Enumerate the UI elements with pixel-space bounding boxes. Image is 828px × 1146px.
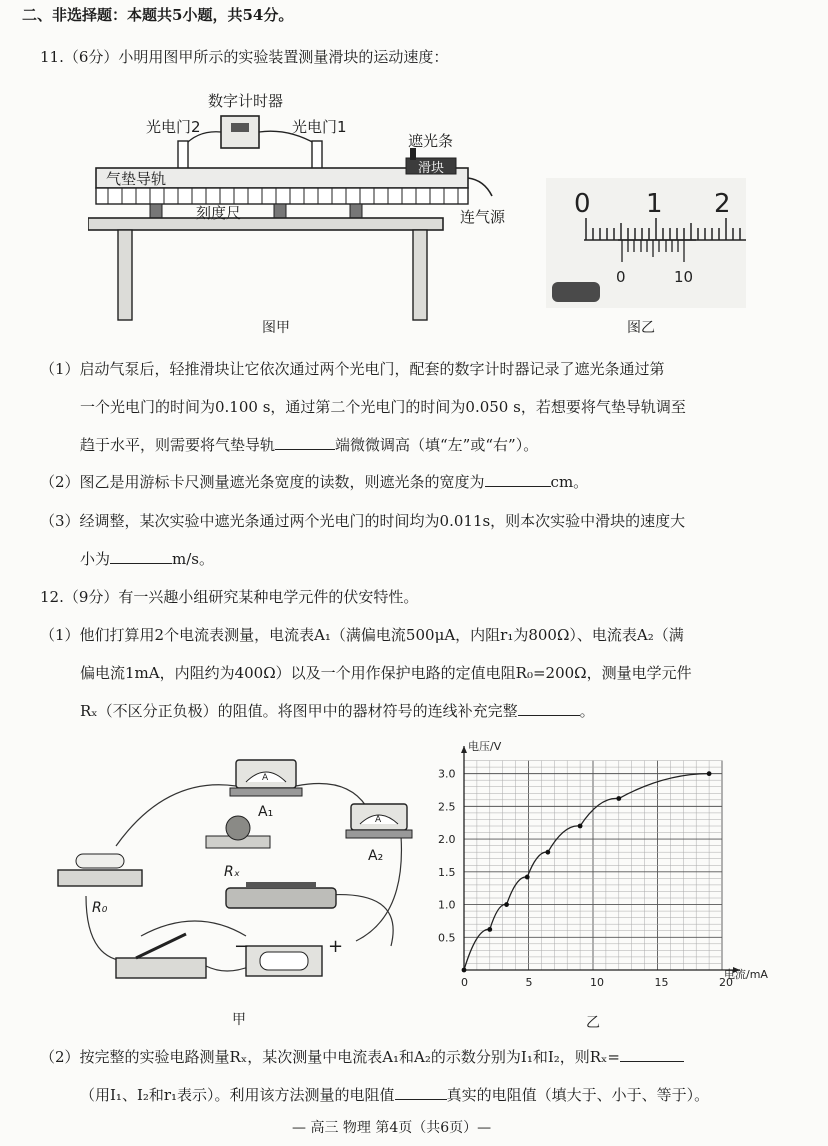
iv-characteristic-chart [432,738,792,998]
vernier-scale-10: 10 [674,268,694,286]
q12-p1-line3 [80,704,595,719]
data-point [545,850,550,855]
data-point [616,796,621,801]
label-gate2: 光电门2 [146,118,201,136]
label-air-source: 连气源 [460,208,506,226]
label-timer: 数字计时器 [208,92,284,110]
x-tick-label: 20 [719,976,733,989]
y-tick-label: 3.0 [438,767,456,781]
x-tick-label: 10 [590,976,604,989]
main-scale-1: 1 [646,189,663,219]
y-tick-label: 0.5 [438,931,456,945]
data-point [504,902,509,907]
label-r0: R₀ [92,900,108,916]
q11-p1-line3-post: 端微微调高（填“左”或“右”）。 [335,436,539,454]
q12-p2-compare-blank[interactable] [395,1099,447,1100]
q11-p1-line1: （1）启动气泵后，轻推滑块让它依次通过两个光电门，配套的数字计时器记录了遮光条通过第 [40,360,665,378]
main-scale-0: 0 [574,189,591,219]
data-point [462,968,467,973]
q12-stem: 12.（9分）有一兴趣小组研究某种电学元件的伏安特性。 [40,588,419,606]
q11-p2-pre: （2）图乙是用游标卡尺测量遮光条宽度的读数，则遮光条的宽度为 [40,473,485,491]
chart-y-axis-label: 电压/V [468,740,502,753]
ruler [96,188,468,204]
q12-p2-line2-pre: （用I₁、I₂和r₁表示）。利用该方法测量的电阻值 [80,1086,395,1104]
y-tick-label: 2.0 [438,833,456,847]
main-scale-2: 2 [714,189,731,219]
element-rx [206,816,270,848]
switch [116,934,206,978]
vernier-caliper-figure [546,178,746,308]
q12-p1-line2: 偏电流1mA，内阻约为400Ω）以及一个用作保护电路的定值电阻R₀=200Ω，测量电学元件 [80,664,692,682]
q11-p1-answer-blank[interactable] [275,449,335,450]
caption-fig-jia: 图甲 [262,320,290,336]
label-slider: 滑块 [418,161,445,176]
q11-p2 [40,475,588,490]
q11-p3-line1: （3）经调整，某次实验中遮光条通过两个光电门的时间均为0.011s，则本次实验中滑块的速度大 [40,512,686,530]
battery [246,946,322,976]
vernier-scale-0: 0 [616,268,626,286]
y-tick-label: 1.5 [438,865,456,879]
label-ruler: 刻度尺 [196,204,242,222]
q12-p1-answer-blank[interactable] [518,715,580,716]
label-track: 气垫导轨 [106,170,167,188]
q11-p3-answer-blank[interactable] [110,563,172,564]
label-minus: − [234,936,250,957]
q12-p2-line1 [40,1050,684,1065]
x-tick-label: 0 [461,976,468,989]
x-tick-label: 15 [654,976,669,989]
y-axis-arrow [461,746,467,753]
x-tick-label: 5 [525,976,533,989]
chart-grid [464,761,722,970]
caption-fig-yi: 图乙 [627,320,655,336]
ammeter-a2 [346,804,412,838]
q12-p2-line2-post: 真实的电阻值（填大于、小于、等于）。 [446,1086,710,1104]
label-shade: 遮光条 [408,132,454,150]
ammeter-a1-glyph: A [262,773,269,783]
q11-p3-line2-post: m/s。 [172,550,214,568]
q11-stem: 11.（6分）小明用图甲所示的实验装置测量滑块的运动速度： [40,48,449,66]
ammeter-a2-glyph: A [375,815,382,825]
q11-p2-answer-blank[interactable] [485,486,551,487]
label-a2: A₂ [368,848,384,864]
data-point [578,824,583,829]
ammeter-a1 [230,760,302,796]
data-point [525,875,530,880]
q11-p1-line3 [80,438,538,453]
q12-p2-line1-pre: （2）按完整的实验电路测量Rₓ，某次测量中电流表A₁和A₂的示数分别为I₁和I₂，则Rₓ= [40,1048,620,1066]
q12-p2-line2 [80,1088,709,1103]
photogate-1 [312,141,322,169]
q12-p1-line1: （1）他们打算用2个电流表测量，电流表A₁（满偏电流500μA，内阻r₁为800Ω）、电流表A₂（满 [40,626,684,644]
q11-p1-line3-pre: 趋于水平，则需要将气垫导轨 [80,436,276,454]
rheostat [226,882,336,908]
photogate-2 [178,141,188,169]
q11-p2-post: cm。 [550,473,589,491]
q11-p3-line2-pre: 小为 [80,550,111,568]
table-top [88,218,443,230]
resistor-r0 [58,854,142,886]
circuit-components-figure [46,736,426,1006]
label-rx: Rₓ [224,864,240,880]
y-tick-label: 2.5 [438,800,456,814]
caption-circuit-jia: 甲 [232,1012,246,1028]
q12-p1-line3-post: 。 [579,702,595,720]
q11-p1-line2: 一个光电门的时间为0.100 s，通过第二个光电门的时间为0.050 s，若想要将气垫导轨调至 [80,398,686,416]
q12-p1-line3-pre: Rₓ（不区分正负极）的阻值。将图甲中的器材符号的连线补充完整 [80,702,518,720]
q11-p3-line2 [80,552,214,567]
air-track-apparatus-figure [88,86,538,326]
page-footer: — 高三 物理 第4页（共6页）— [292,1120,492,1136]
data-point [487,927,492,932]
label-gate1: 光电门1 [292,118,347,136]
data-point [707,771,712,776]
q12-p2-formula-blank[interactable] [620,1061,684,1062]
label-plus: + [328,936,344,957]
y-tick-label: 1.0 [438,898,456,912]
chart-x-axis-label: 电流/mA [724,968,768,981]
label-a1: A₁ [258,804,274,820]
caption-chart-yi: 乙 [586,1015,600,1031]
section-heading: 二、非选择题：本题共5小题，共54分。 [22,6,294,24]
